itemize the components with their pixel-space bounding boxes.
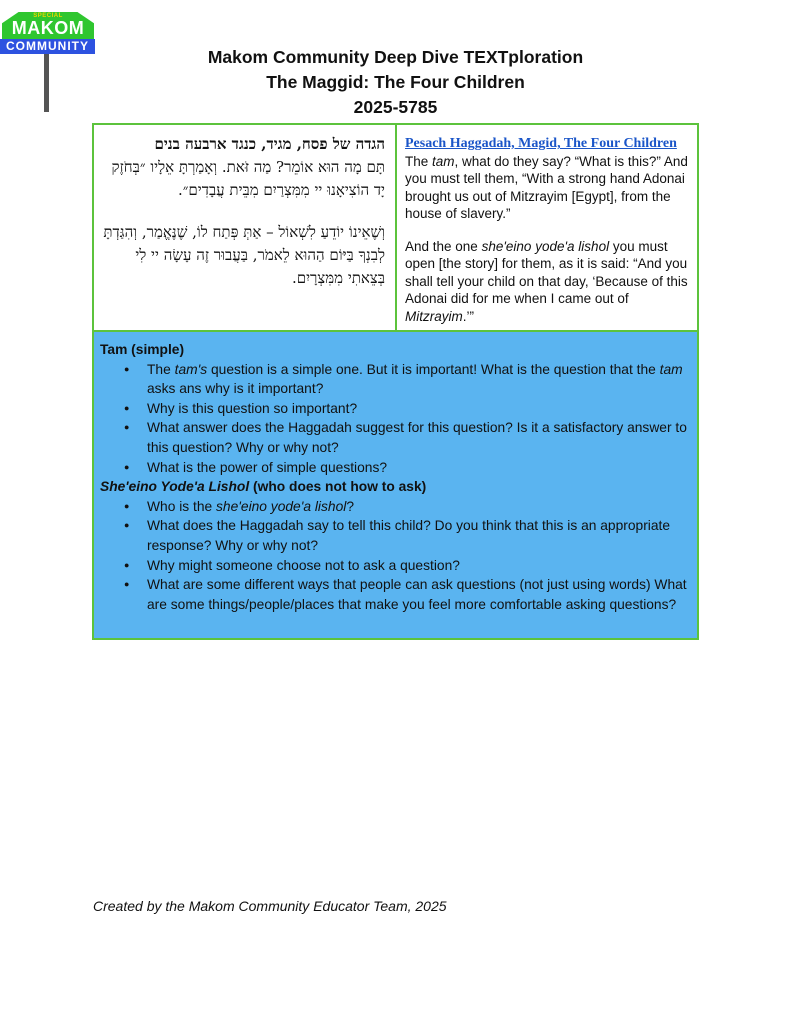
- hebrew-paragraph-tam: תָּם מָה הוּא אוֹמֵר? מַה זֹּאת. וְאָמַרְתָּ אֵלָיו ״בְּחֹזֶק יָד הוֹצִיאָנוּ יי מִמִּצְרַיִם מִבֵּית עֲבָדִים״.: [111, 158, 385, 199]
- discussion-questions-cell: [94, 332, 697, 638]
- list-item: ● What is the power of simple questions?: [100, 458, 689, 478]
- english-text-cell: [399, 125, 697, 330]
- list-item: ● What answer does the Haggadah suggest for this question? Is it a satisfactory answer to this question? Why or why not?: [100, 418, 689, 457]
- text-study-table: [92, 123, 699, 640]
- list-item: ● The tam's question is a simple one. But it is important! What is the question that the tam asks ans why is it important?: [100, 360, 689, 399]
- english-paragraph-sheeino: And the one she'eino yode'a lishol you must open [the story] for them, as it is said: “And you shall tell your child on that day, ‘Because of this Adonai did for me when I came out of Mitzrayim.’”: [405, 238, 688, 324]
- sheeino-section-heading: She'eino Yode'a Lishol (who does not how to ask): [100, 479, 427, 495]
- list-item: ● What are some different ways that people can ask questions (not just using words) What are some things/people/places that make you feel more comfortable asking questions?: [100, 575, 689, 614]
- page-year: 2025-5785: [353, 97, 438, 117]
- tam-section-heading: Tam (simple): [100, 342, 185, 357]
- hebrew-heading: הגדה של פסח, מגיד, כנגד ארבעה בנים: [154, 135, 385, 153]
- list-item: ● Who is the she'eino yode'a lishol?: [100, 497, 689, 517]
- page-subtitle: The Maggid: The Four Children: [266, 72, 525, 92]
- footer-credit: Created by the Makom Community Educator Team, 2025: [93, 898, 447, 914]
- english-paragraph-tam: The tam, what do they say? “What is this?” And you must tell them, “With a strong hand Adonai brought us out of Mitzrayim [Egypt], from the house of slavery.”: [405, 153, 688, 221]
- logo-tiny-text: SPECIAL: [33, 13, 63, 19]
- sefaria-source-link[interactable]: Pesach Haggadah, Magid, The Four Children: [405, 136, 677, 151]
- page-title: Makom Community Deep Dive TEXTploration: [207, 47, 584, 67]
- hebrew-text-cell: [94, 125, 397, 330]
- source-text-row: [94, 125, 697, 332]
- tam-question-list: [100, 360, 689, 478]
- list-item: ● What does the Haggadah say to tell this child? Do you think that this is an appropriate response? Why or why not?: [100, 516, 689, 555]
- list-item: ● Why is this question so important?: [100, 399, 689, 419]
- logo-community-text: COMMUNITY: [6, 39, 89, 53]
- list-item: ● Why might someone choose not to ask a question?: [100, 556, 689, 576]
- hebrew-paragraph-sheeino: וְשֶׁאֵינוֹ יוֹדֵעַ לִשְׁאוֹל – אַתְּ פְּתַח לוֹ, שֶׁנֶּאֱמַר, וְהִגַּדְתָּ לְבִנְךָ בַּיּוֹם הַהוּא לֵאמֹר, בַּעֲבוּר זֶה עָשָׂה יי לִי בְּצֵאתִי מִמִּצְרָיִם.: [103, 223, 385, 287]
- logo-makom-text: MAKOM: [11, 18, 85, 38]
- sheeino-question-list: [100, 497, 689, 615]
